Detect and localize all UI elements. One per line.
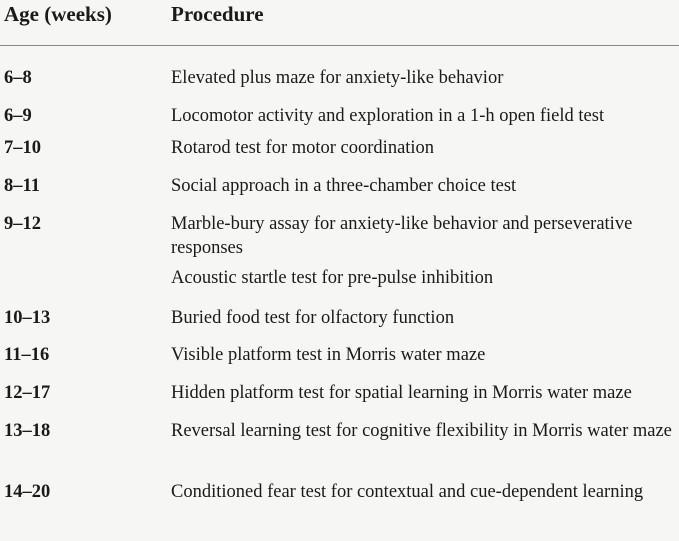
row-age: 13–18 [4,421,51,441]
table-header [0,0,679,44]
header-age: Age (weeks) [4,2,112,26]
header-procedure: Procedure [171,2,264,26]
row-procedure: Visible platform test in Morris water maze [171,345,486,365]
row-procedure: Locomotor activity and exploration in a 1-h open field test [171,106,605,126]
row-age: 6–9 [4,106,32,126]
row-procedure: Rotarod test for motor coordination [171,138,435,158]
row-age: 12–17 [4,383,51,403]
row-age: 10–13 [4,308,51,328]
row-age: 11–16 [4,345,50,365]
row-procedure: Buried food test for olfactory function [171,308,455,328]
row-age: 7–10 [4,138,41,158]
row-procedure: Reversal learning test for cognitive flexibility in Morris water maze [171,421,672,441]
row-age: 14–20 [4,482,51,502]
header-divider [0,45,679,46]
row-age: 9–12 [4,214,41,234]
row-procedure: Marble-bury assay for anxiety-like behavior and perseverative responses [171,214,633,258]
row-procedure: Social approach in a three-chamber choice test [171,176,517,196]
row-procedure: Elevated plus maze for anxiety-like behavior [171,68,504,88]
row-age: 6–8 [4,68,32,88]
row-procedure: Acoustic startle test for pre-pulse inhibition [171,268,494,288]
row-age: 8–11 [4,176,40,196]
row-procedure: Hidden platform test for spatial learning in Morris water maze [171,383,632,403]
row-procedure: Conditioned fear test for contextual and cue-dependent learning [171,482,644,502]
